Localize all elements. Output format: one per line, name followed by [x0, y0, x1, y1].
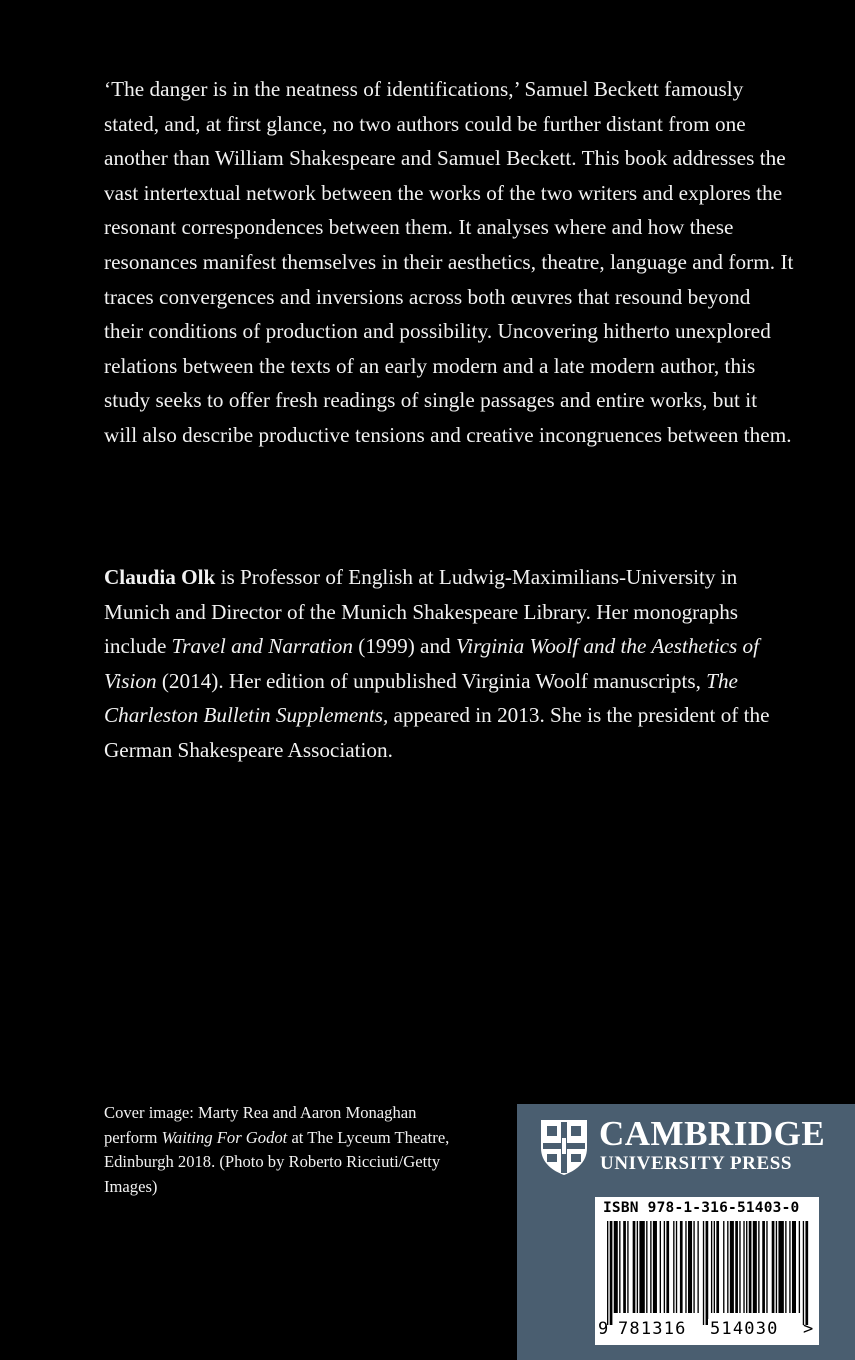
bio-text-2: (1999) and: [352, 634, 456, 659]
barcode-bar: [743, 1221, 744, 1313]
barcode-bar: [746, 1221, 747, 1313]
barcode-bar: [660, 1221, 661, 1313]
bio-text-1: is Professor of English at Ludwig-Maximilians-University in Munich and Director of the Munich Shakespeare Library. Her monographs include: [104, 565, 739, 659]
barcode-bar: [730, 1221, 734, 1313]
barcode-bar: [735, 1221, 738, 1313]
barcode-bar: [714, 1221, 715, 1313]
barcode-bar: [627, 1221, 628, 1313]
barcode-bar: [785, 1221, 786, 1313]
ean-arrow: >: [803, 1319, 815, 1339]
barcode-bar: [633, 1221, 636, 1313]
cambridge-crest-icon: [539, 1118, 589, 1176]
barcode-bar: [637, 1221, 638, 1313]
publisher-subtitle: UNIVERSITY PRESS: [600, 1153, 793, 1174]
barcode-bar: [619, 1221, 620, 1313]
barcode-bar: [792, 1221, 796, 1313]
barcode-bar: [673, 1221, 674, 1313]
barcode-bar: [758, 1221, 759, 1313]
barcode-bar: [664, 1221, 665, 1313]
barcode-bar: [639, 1221, 644, 1313]
ean-right-group: 514030: [710, 1319, 779, 1339]
barcode-bar: [646, 1221, 647, 1313]
publisher-name: CAMBRIDGE: [599, 1114, 826, 1153]
barcode-bar: [685, 1221, 686, 1313]
barcode-bar: [762, 1221, 765, 1313]
ean-first-digit: 9: [598, 1319, 610, 1339]
barcode-bar: [653, 1221, 657, 1313]
barcode-bar: [666, 1221, 669, 1313]
barcode-bar: [739, 1221, 740, 1313]
cover-image-credit: [104, 1101, 454, 1199]
barcode-bar: [680, 1221, 683, 1313]
barcode-bar: [723, 1221, 724, 1313]
barcode-bar: [753, 1221, 757, 1313]
barcode-bar: [716, 1221, 719, 1313]
barcode-bar: [676, 1221, 677, 1313]
author-bio: [104, 560, 794, 768]
barcode-bar: [623, 1221, 626, 1313]
author-name: Claudia Olk: [104, 565, 216, 589]
barcode-bar: [778, 1221, 783, 1313]
book-title-1: Travel and Narration: [171, 634, 353, 659]
isbn-barcode: [595, 1197, 819, 1345]
credit-text-2: at The Lyceum Theatre, Edinburgh 2018. (Photo by Roberto Ricciuti/Getty Images): [104, 1127, 450, 1196]
barcode-bar: [789, 1221, 790, 1313]
barcode-bar: [650, 1221, 651, 1313]
book-title-3: The Charleston Bulletin Supplements: [104, 668, 738, 728]
barcode-bar: [711, 1221, 712, 1313]
credit-text-1: Cover image: Marty Rea and Aaron Monaghan perform: [104, 1103, 417, 1147]
publisher-panel: [517, 1104, 855, 1360]
ean-digits: [595, 1309, 819, 1343]
isbn-label: ISBN 978-1-316-51403-0: [603, 1200, 800, 1216]
barcode-bar: [614, 1221, 618, 1313]
book-title-2: Virginia Woolf and the Aesthetics of Vision: [104, 634, 760, 693]
barcode-bar: [772, 1221, 775, 1313]
book-blurb: ‘The danger is in the neatness of identifications,’ Samuel Beckett famously stated, and, at first glance, no two authors could be further distant from one another than William Shakespeare and Samuel Beckett. This book addresses the vast intertextual network between the works of the two writers and explores the resonant correspondences between them. It analyses where and how these resonances manifest themselves in their aesthetics, theatre, language and form. It traces convergences and inversions across both œuvres that resound beyond their conditions of production and possibility. Uncovering hitherto unexplored relations between the texts of an early modern and a late modern author, this study seeks to offer fresh readings of single passages and entire works, but it will also describe productive tensions and creative incongruences between them.: [104, 77, 794, 447]
barcode-bar: [776, 1221, 777, 1313]
barcode-bar: [749, 1221, 752, 1313]
barcode-bar: [766, 1221, 767, 1313]
barcode-bar: [693, 1221, 694, 1313]
barcode-bar: [688, 1221, 692, 1313]
ean-left-group: 781316: [618, 1319, 687, 1339]
barcode-bar: [727, 1221, 728, 1313]
play-title: Waiting For Godot: [161, 1127, 288, 1147]
bio-text-3: (2014). Her edition of unpublished Virginia Woolf manuscripts,: [156, 668, 707, 693]
bio-text-4: , appeared in 2013. She is the president of the German Shakespeare Association.: [104, 703, 770, 762]
barcode-bar: [799, 1221, 800, 1313]
barcode-bar: [697, 1221, 698, 1313]
